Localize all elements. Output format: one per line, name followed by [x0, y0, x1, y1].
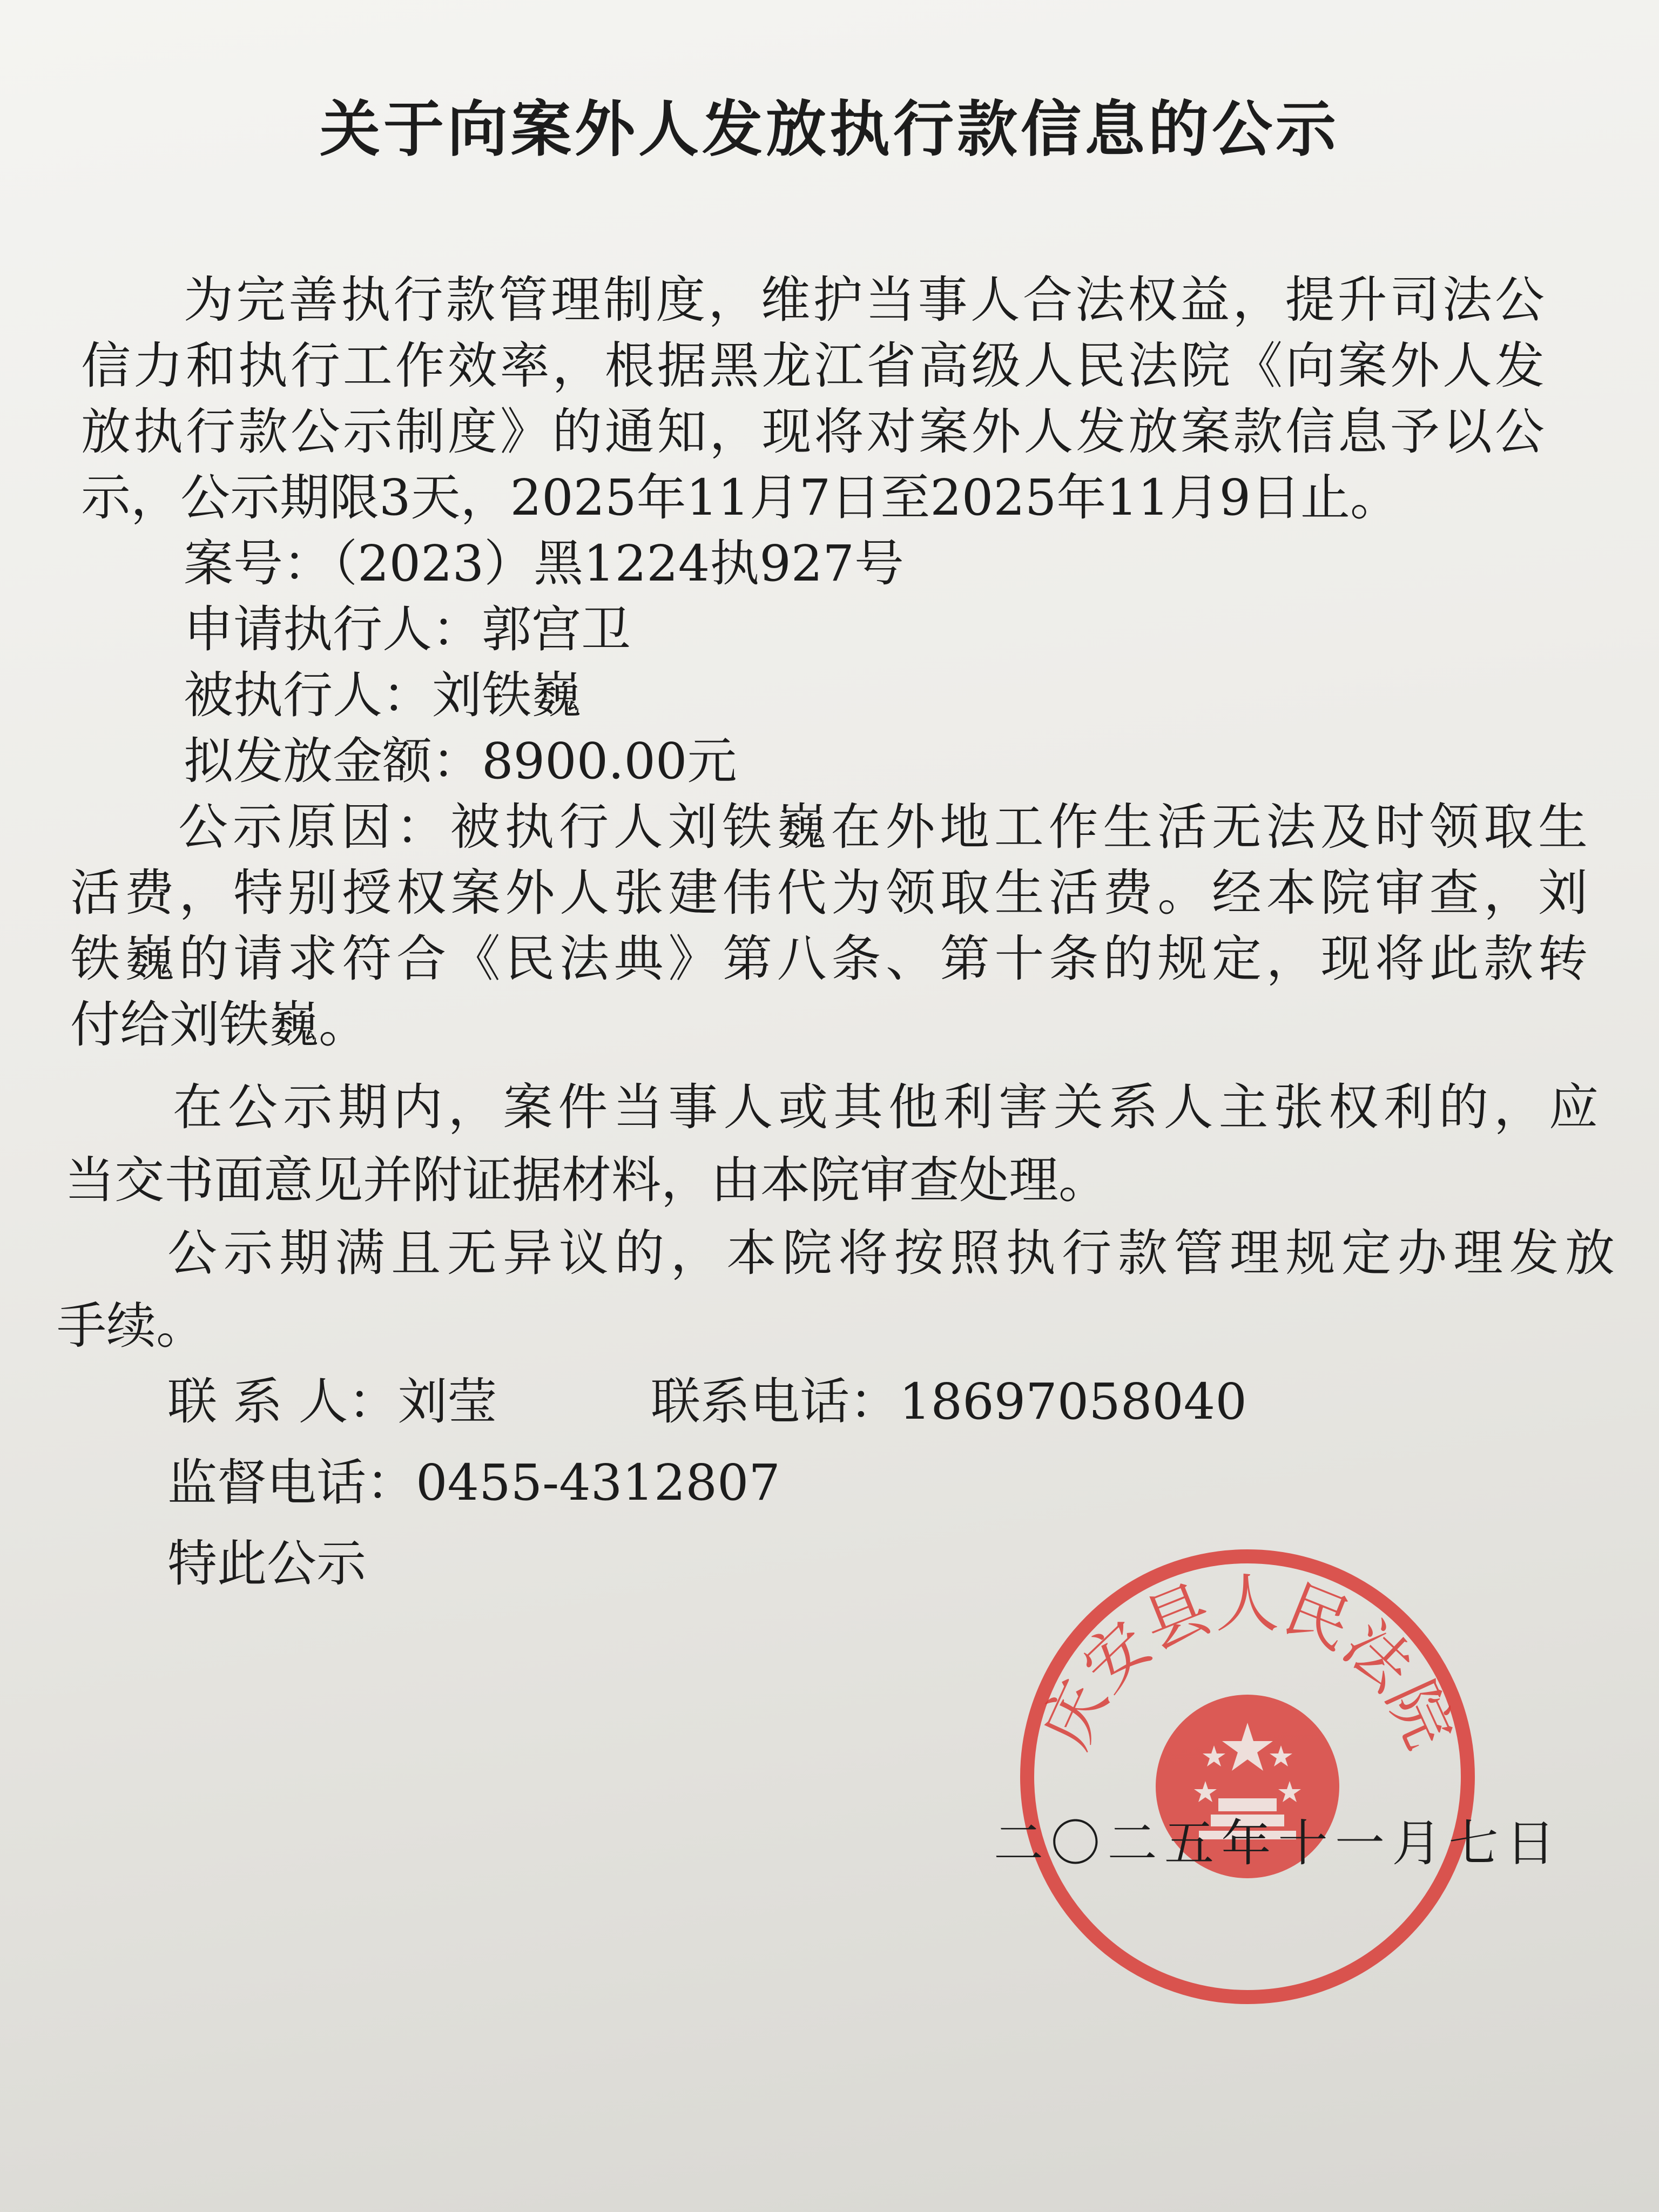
closing-text: 特此公示 — [167, 1535, 367, 1593]
reason-line-4: 付给刘铁巍。 — [70, 996, 369, 1054]
intro-line-4: 示，公示期限3天，2025年11月7日至2025年11月9日止。 — [81, 469, 1400, 527]
expiry-line-2: 手续。 — [57, 1297, 206, 1355]
respondent: 被执行人：刘铁巍 — [184, 666, 582, 724]
reason-line-2: 活费，特别授权案外人张建伟代为领取生活费。经本院审查，刘 — [70, 864, 1588, 922]
court-seal — [1015, 1545, 1480, 2009]
objection-line-2: 当交书面意见并附证据材料，由本院审查处理。 — [65, 1151, 1109, 1209]
reason-line-1: 公示原因：被执行人刘铁巍在外地工作生活无法及时领取生 — [178, 798, 1588, 856]
intro-line-1: 为完善执行款管理制度，维护当事人合法权益，提升司法公 — [184, 271, 1545, 329]
applicant: 申请执行人：郭宫卫 — [184, 601, 631, 658]
intro-line-2: 信力和执行工作效率，根据黑龙江省高级人民法院《向案外人发 — [81, 337, 1545, 395]
objection-line-1: 在公示期内，案件当事人或其他利害关系人主张权利的，应 — [173, 1078, 1599, 1136]
contact-phone: 联系电话：18697058040 — [651, 1373, 1247, 1431]
amount: 拟发放金额：8900.00元 — [184, 732, 737, 790]
supervision-phone: 监督电话：0455-4312807 — [167, 1454, 780, 1512]
reason-line-3: 铁巍的请求符合《民法典》第八条、第十条的规定，现将此款转 — [70, 930, 1588, 988]
seal-text: 庆安县人民法院 — [1028, 1566, 1467, 1759]
contact-person: 联 系 人：刘莹 — [167, 1373, 497, 1431]
case-number: 案号：（2023）黑1224执927号 — [184, 535, 904, 592]
issue-date: 二〇二五年十一月七日 — [994, 1815, 1555, 1872]
document-title: 关于向案外人发放执行款信息的公示 — [320, 95, 1339, 165]
intro-line-3: 放执行款公示制度》的通知，现将对案外人发放案款信息予以公 — [81, 403, 1545, 461]
expiry-line-1: 公示期满且无异议的，本院将按照执行款管理规定办理发放 — [167, 1224, 1615, 1282]
